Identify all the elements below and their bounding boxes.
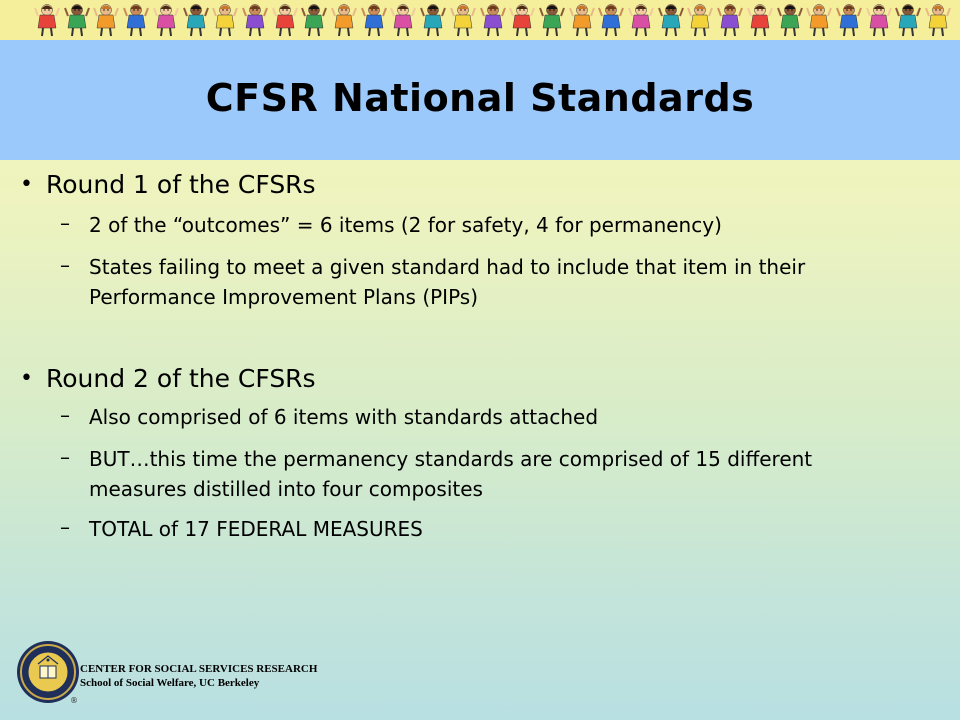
footer-credit (80, 662, 317, 690)
sub-bullet-total-measures: TOTAL of 17 FEDERAL MEASURES (89, 517, 423, 541)
sub-bullet-dash: – (60, 211, 70, 235)
sub-bullet-outcomes: 2 of the “outcomes” = 6 items (2 for safety, 4 for permanency) (89, 213, 722, 237)
sub-bullet-dash: – (60, 445, 70, 469)
sub-bullet-states-failing: States failing to meet a given standard had to include that item in their Performance Improvement Plans (PIPs) (89, 255, 806, 309)
registered-mark: ® (70, 696, 78, 705)
sub-bullet-dash: – (60, 515, 70, 539)
bullet-marker: • (20, 172, 33, 197)
uc-seal-logo (16, 640, 80, 704)
sub-bullet-dash: – (60, 403, 70, 427)
slide-title: CFSR National Standards (205, 76, 755, 120)
bullet-round-2: Round 2 of the CFSRs (46, 364, 316, 393)
sub-bullet-six-items: Also comprised of 6 items with standards attached (89, 405, 599, 429)
sub-bullet-dash: – (60, 253, 70, 277)
bullet-round-1: Round 1 of the CFSRs (46, 170, 316, 199)
bullet-marker: • (20, 366, 33, 391)
sub-bullet-permanency-measures: BUT…this time the permanency standards are comprised of 15 different measures distilled into four composites (89, 447, 813, 501)
footer-school-name: School of Social Welfare, UC Berkeley (80, 677, 260, 689)
footer-org-name: CENTER FOR SOCIAL SERVICES RESEARCH (80, 663, 318, 675)
